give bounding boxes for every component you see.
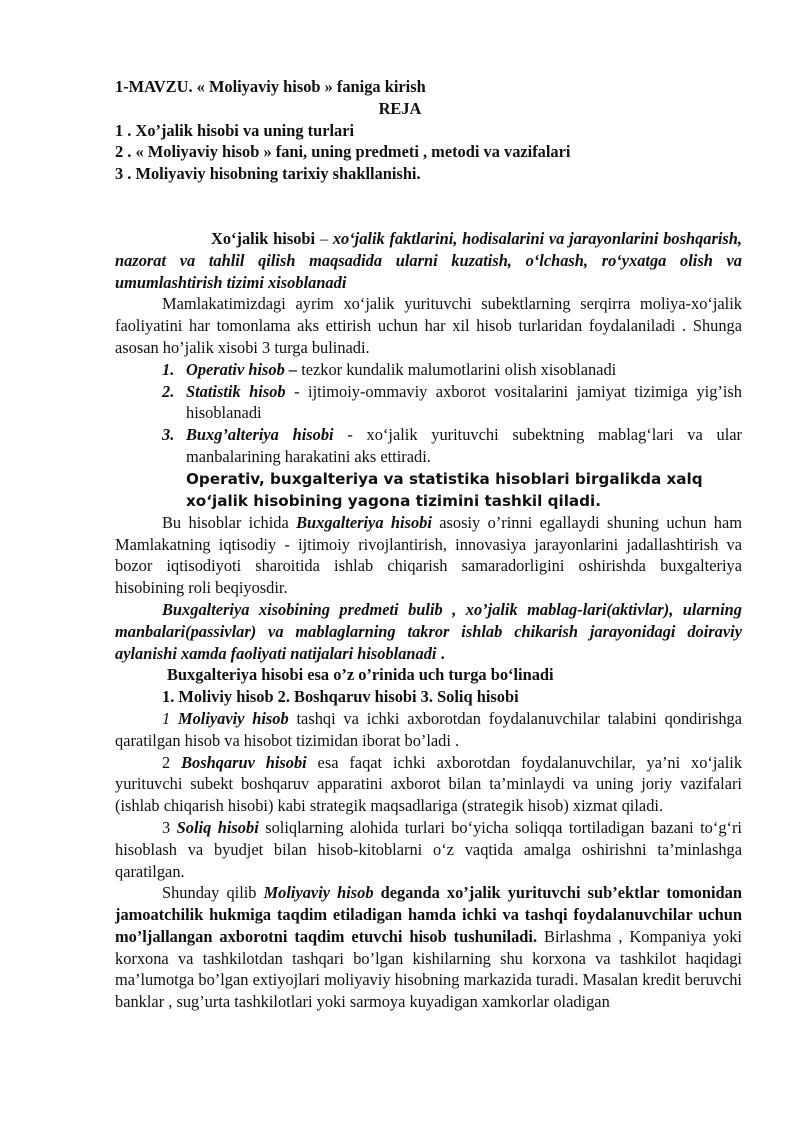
three-types-heading: Buxgalteriya hisobi esa o’z o’rinida uch turga bo‘linadi bbox=[167, 665, 554, 685]
type-term: Soliq hisobi bbox=[176, 817, 259, 837]
list-item-desc: tezkor kundalik malumotlarini olish xisoblanadi bbox=[297, 359, 617, 379]
three-types-list: 1. Moliviy hisob 2. Boshqaruv hisobi 3. Soliq hisobi bbox=[162, 687, 519, 707]
type-paragraph-1 bbox=[115, 708, 742, 752]
list-item-term: Statistik hisob bbox=[186, 381, 286, 401]
plan-heading: REJA bbox=[378, 98, 422, 118]
role-text-before: Bu hisoblar ichida bbox=[162, 512, 297, 532]
type-number: 3 bbox=[162, 817, 177, 837]
document-page bbox=[115, 76, 742, 1013]
list-item-term: Buxg’alteriya hisobi bbox=[186, 425, 334, 445]
list-item-desc: - ijtimoiy-ommaviy axborot vositalarini jamiyat tizimiga yig’ish hisoblanadi bbox=[186, 381, 742, 423]
plan-item-3: 3 . Moliyaviy hisobning tarixiy shakllanishi. bbox=[115, 164, 421, 184]
type-text: esa faqat ichki axborotdan foydalanuvchilar, ya’ni xo‘jalik yurituvchi subekt boshqaruv apparatini axborot bilan ta’minlaydi va uning joriy vazifalari (ishlab chiqarish hisobi) kabi strategik maqsadlariga (strategik hisob) xizmat qiladi. bbox=[115, 752, 743, 816]
type-number: 1 bbox=[162, 708, 178, 728]
subject-text: Buxgalteriya xisobining predmeti bulib , xo’jalik mablag-lari(aktivlar), ularning manbalari(passivlar) va mablaglarning takror ishlab chikarish jarayonidagi doiraviy aylanishi xamda faoliyati natijalari hisoblanadi bbox=[115, 599, 742, 663]
lesson-title: 1-MAVZU. « Moliyaviy hisob » faniga kirish bbox=[115, 77, 426, 96]
type-paragraph-3 bbox=[115, 817, 742, 882]
final-text-after: Birlashma , Kompaniya yoki korxona va tashkilotdan tashqari bo’lgan kishilarning shu korxona va tashkilot haqidagi ma’lumotga bo’lgan extiyojlari moliyaviy hisobning markazida turadi. Masalan kredit beruvchi banklar , sug’urta tashkilotlari yoki sarmoya kuyadigan xamkorlar oladigan bbox=[115, 926, 742, 1012]
intro-paragraph: Mamlakatimizdagi ayrim xo‘jalik yurituvchi subektlarning serqirra moliya-xo‘jalik faoliyatini har tomonlama aks ettirish uchun har xil hisob turlaridan foydalaniladi . Shunga asosan ho’jalik xisobi 3 turga bulinadi. bbox=[115, 294, 742, 357]
list-item bbox=[115, 381, 742, 425]
definition-paragraph bbox=[115, 228, 742, 293]
list-item bbox=[115, 359, 742, 381]
type-term: Moliyaviy hisob bbox=[178, 708, 289, 728]
definition-term: Xo‘jalik hisobi bbox=[211, 228, 316, 248]
section-spacer bbox=[115, 185, 742, 228]
plan-item-2: 2 . « Moliyaviy hisob » fani, uning predmeti , metodi va vazifalari bbox=[115, 142, 571, 162]
unified-note: Operativ, buxgalteriya va statistika hisoblari birgalikda xalq xo‘jalik hisobining yagona tizimini tashkil qiladi. bbox=[186, 469, 703, 510]
type-text: tashqi va ichki axborotdan foydalanuvchilar talabini qondirishga qaratilgan hisob va hisobot tizimidan iborat bo’ladi . bbox=[115, 708, 742, 750]
list-item-number: 3. bbox=[162, 425, 175, 445]
type-number: 2 bbox=[162, 752, 182, 772]
list-item-number: 1. bbox=[162, 359, 175, 379]
final-paragraph bbox=[115, 882, 742, 1013]
final-term: Moliyaviy hisob bbox=[263, 883, 374, 903]
final-text-before: Shunday qilib bbox=[162, 883, 264, 903]
list-item-number: 2. bbox=[162, 381, 175, 401]
type-text: soliqlarning alohida turlari bo‘yicha soliqqa tortiladigan bazani to‘g‘ri hisoblash va byudjet bilan hisob-kitoblarni o‘z vaqtida amalga oshirishni ta’minlashga qaratilgan. bbox=[115, 817, 742, 881]
subject-end: . bbox=[436, 643, 445, 663]
hisob-types-list bbox=[115, 359, 742, 468]
role-paragraph bbox=[115, 512, 742, 599]
role-text-after: asosiy o’rinni egallaydi shuning uchun ham Mamlakatning iqtisodiy - ijtimoiy rivojlantirish, innovasiya jarayonlarini jadallashtirish va bozor iqtisodiyoti sharoitida ishlab chiqarish samaradorligini oshirishda buxgalteriya hisobining roli beqiyosdir. bbox=[115, 512, 742, 598]
plan-item-1: 1 . Xo’jalik hisobi va uning turlari bbox=[115, 120, 355, 140]
definition-dash: – bbox=[315, 228, 333, 248]
final-bold-text: deganda xo’jalik yurituvchi sub’ektlar tomonidan jamoatchilik hukmiga taqdim etiladigan hamda ichki va tashqi foydalanuvchilar uchun mo’ljallangan axborotni taqdim etuvchi hisob tushuniladi. bbox=[115, 883, 742, 946]
list-item-desc: - xo‘jalik yurituvchi subektning mablag‘lari va ular manbalarining harakatini aks ettiradi. bbox=[186, 425, 742, 466]
list-item bbox=[115, 424, 742, 468]
type-paragraph-2 bbox=[115, 752, 742, 817]
role-term: Buxgalteriya hisobi bbox=[296, 512, 432, 532]
definition-text: xo‘jalik faktlarini, hodisalarini va jarayonlarini boshqarish, nazorat va tahlil qilish maqsadida ularni kuzatish, o‘lchash, ro‘yxatga olish va umumlashtirish tizimi xisoblanadi bbox=[115, 228, 742, 292]
list-item-term: Operativ hisob – bbox=[186, 359, 298, 379]
subject-paragraph bbox=[115, 599, 742, 664]
type-term: Boshqaruv hisobi bbox=[181, 752, 307, 772]
